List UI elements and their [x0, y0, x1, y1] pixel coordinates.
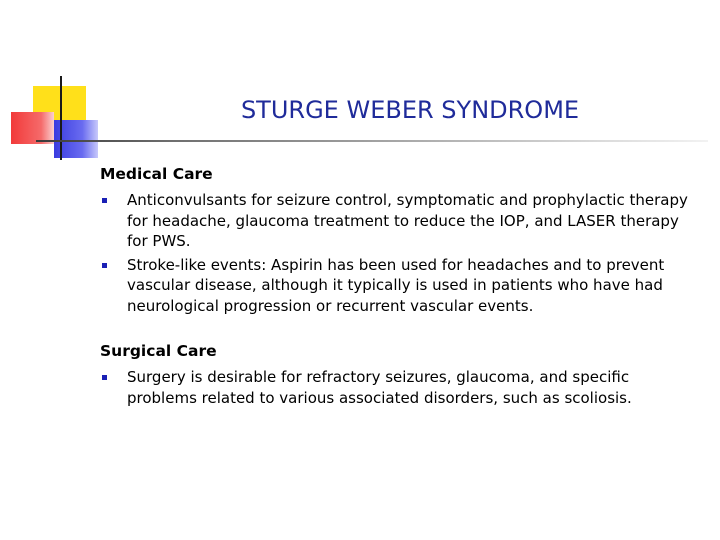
bullet-item: [100, 367, 700, 408]
square-bullet-icon: [102, 198, 107, 203]
slide-title: STURGE WEBER SYNDROME: [240, 96, 580, 124]
bullet-text: Anticonvulsants for seizure control, symptomatic and prophylactic therapy for headache, glaucoma treatment to reduce the IOP, and LASER therapy for PWS.: [127, 191, 688, 250]
section-heading-surgical-care: Surgical Care: [100, 342, 217, 360]
bullet-list-surgical-care: [100, 367, 700, 408]
bullet-text: Surgery is desirable for refractory seizures, glaucoma, and specific problems related to various associated disorders, such as scoliosis.: [127, 368, 632, 407]
bullet-list-medical-care: [100, 190, 700, 316]
bullet-item: [100, 190, 700, 252]
square-bullet-icon: [102, 375, 107, 380]
slide-content: [100, 164, 700, 411]
bullet-item: [100, 255, 700, 317]
section-heading-medical-care: Medical Care: [100, 165, 213, 183]
title-divider-line: [36, 140, 708, 142]
square-bullet-icon: [102, 263, 107, 268]
logo-vertical-line: [60, 76, 62, 160]
bullet-text: Stroke-like events: Aspirin has been used for headaches and to prevent vascular disease, although it typically is used in patients who have had neurological progression or recurrent vascular events.: [127, 255, 665, 315]
